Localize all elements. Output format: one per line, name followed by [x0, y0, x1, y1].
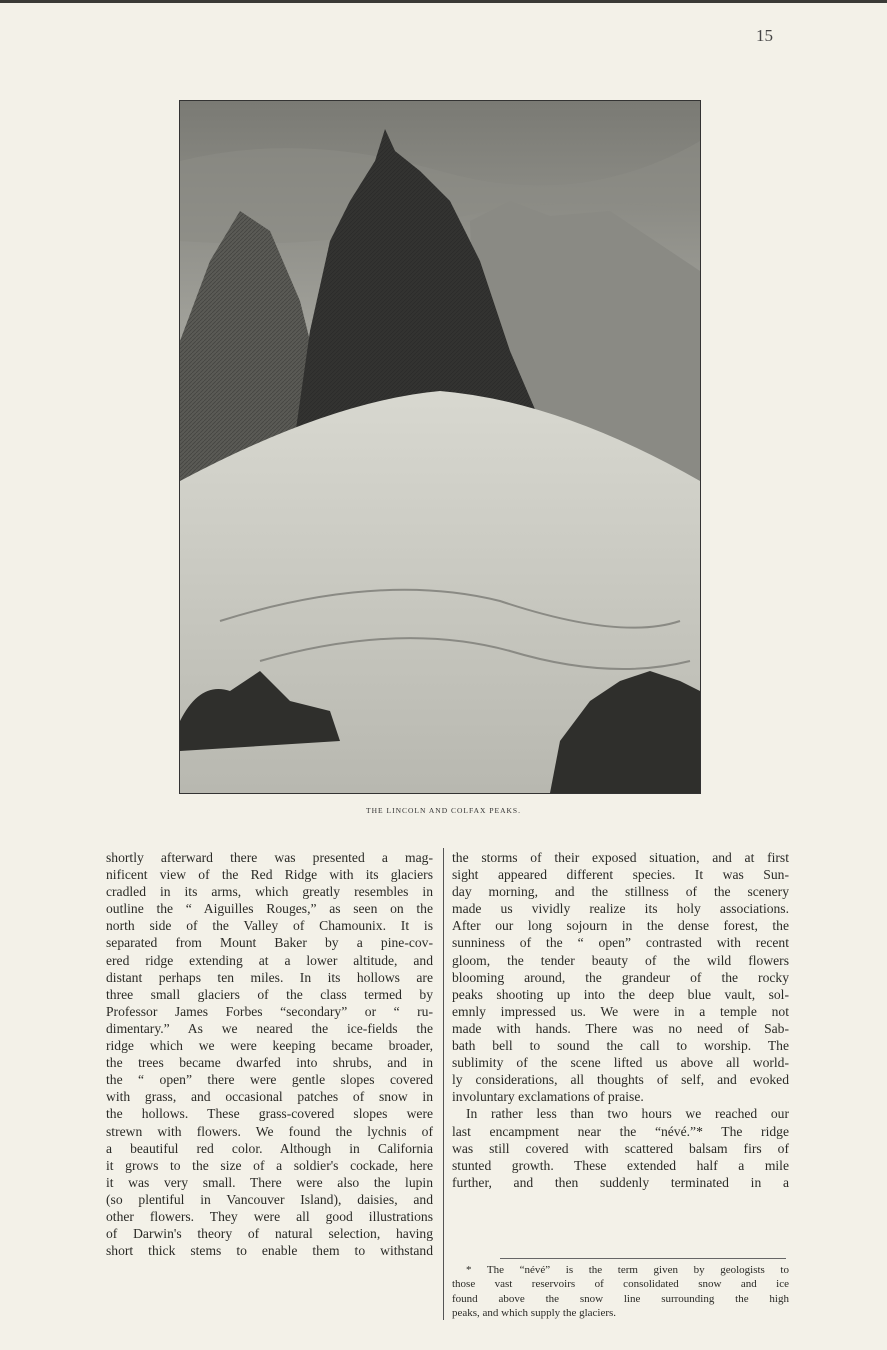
text-line: further, and then suddenly terminated in a	[452, 1174, 789, 1190]
footnote-line: those vast reservoirs of consolidated snow and ice	[452, 1278, 789, 1291]
text-line: the hollows. These grass-covered slopes were	[106, 1106, 433, 1122]
footnote-rule	[500, 1258, 786, 1259]
text-line: it was very small. There were also the lupin	[106, 1174, 433, 1190]
text-line: peaks shooting up into the deep blue vault, sol-	[452, 986, 789, 1002]
text-line: was still covered with scattered balsam firs of	[452, 1140, 789, 1156]
text-line: Professor James Forbes “secondary” or “ ru-	[106, 1003, 433, 1019]
text-line: blooming around, the grandeur of the rocky	[452, 969, 789, 985]
text-line: other flowers. They were all good illustrations	[106, 1208, 433, 1224]
text-line: emnly impressed us. We were in a temple not	[452, 1003, 789, 1019]
text-line: sunniness of the “ open” contrasted with recent	[452, 935, 789, 951]
text-line: cradled in its arms, which greatly resembles in	[106, 884, 433, 900]
text-line: day morning, and the stillness of the scenery	[452, 884, 789, 900]
text-line: sublimity of the scene lifted us above all world-	[452, 1055, 789, 1071]
footnote-line: peaks, and which supply the glaciers.	[452, 1306, 617, 1319]
left-column-text	[106, 849, 433, 1259]
footnote	[452, 1263, 789, 1320]
text-line: it grows to the size of a soldier's cockade, here	[106, 1157, 433, 1173]
text-line: strewn with flowers. We found the lychnis of	[106, 1123, 433, 1139]
text-line: three small glaciers of the class termed by	[106, 986, 433, 1002]
text-line: the storms of their exposed situation, and at first	[452, 850, 789, 865]
text-line: stunted growth. These extended half a mile	[452, 1157, 789, 1173]
text-line: ered ridge extending at a lower altitude, and	[106, 952, 433, 968]
text-line: bath bell to sound the call to worship. The	[452, 1038, 789, 1054]
text-line: with grass, and occasional patches of snow in	[106, 1089, 433, 1105]
footnote-line: found above the snow line surrounding the high	[452, 1292, 789, 1305]
illustration-caption: THE LINCOLN AND COLFAX PEAKS.	[366, 806, 521, 815]
right-column-text	[452, 849, 789, 1191]
text-line: distant perhaps ten miles. In its hollows are	[106, 969, 433, 985]
text-line: ly considerations, all thoughts of self, and evoked	[452, 1072, 789, 1088]
text-line: After our long sojourn in the dense forest, the	[452, 918, 789, 934]
text-line: last encampment near the “névé.”* The ridge	[452, 1123, 789, 1139]
text-line: dimentary.” As we neared the ice-fields the	[106, 1020, 433, 1036]
text-line: separated from Mount Baker by a pine-cov-	[106, 935, 433, 951]
text-line: the “ open” there were gentle slopes covered	[106, 1072, 433, 1088]
text-line: the trees became dwarfed into shrubs, and in	[106, 1055, 433, 1071]
page-number: 15	[756, 26, 773, 45]
text-line: outline the “ Aiguilles Rouges,” as seen on the	[106, 901, 433, 917]
text-line: nificent view of the Red Ridge with its glaciers	[106, 867, 433, 883]
text-line: ridge which we were keeping became broader,	[106, 1038, 433, 1054]
text-line: north side of the Valley of Chamounix. It is	[106, 918, 433, 934]
text-line: In rather less than two hours we reached our	[466, 1106, 789, 1122]
text-line: a beautiful red color. Although in California	[106, 1140, 433, 1156]
text-line: shortly afterward there was presented a mag-	[106, 850, 433, 865]
text-line: made with hands. There was no need of Sab-	[452, 1020, 789, 1036]
engraving-illustration	[179, 100, 701, 794]
text-line: made us vividly realize its holy associations.	[452, 901, 789, 917]
text-line: gloom, the tender beauty of the wild flowers	[452, 952, 789, 968]
text-line: sight appeared different species. It was Sun-	[452, 867, 789, 883]
text-line: of Darwin's theory of natural selection, having	[106, 1226, 433, 1242]
text-line: (so plentiful in Vancouver Island), daisies, and	[106, 1191, 433, 1207]
text-line: short thick stems to enable them to withstand	[106, 1243, 433, 1259]
column-divider	[443, 848, 444, 1320]
scan-edge	[0, 0, 887, 3]
text-line: involuntary exclamations of praise.	[452, 1089, 644, 1105]
footnote-line: * The “névé” is the term given by geologists to	[466, 1264, 789, 1276]
